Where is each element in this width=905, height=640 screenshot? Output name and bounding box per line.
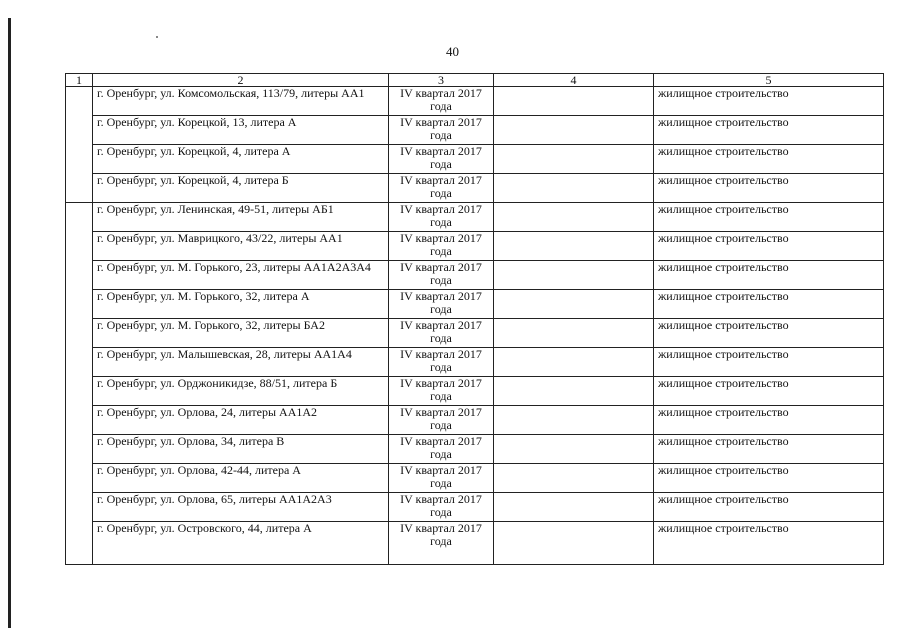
table-row bbox=[66, 116, 884, 145]
address-cell: г. Оренбург, ул. Корецкой, 4, литера А bbox=[93, 145, 389, 174]
purpose-cell: жилищное строительство bbox=[654, 435, 884, 464]
column4-cell bbox=[494, 406, 654, 435]
table-row bbox=[66, 87, 884, 116]
column4-cell bbox=[494, 145, 654, 174]
table-row bbox=[66, 319, 884, 348]
purpose-cell: жилищное строительство bbox=[654, 348, 884, 377]
table-row bbox=[66, 145, 884, 174]
period-cell: IV квартал 2017 года bbox=[389, 435, 494, 464]
address-cell: г. Оренбург, ул. М. Горького, 32, литеры БА2 bbox=[93, 319, 389, 348]
address-cell: г. Оренбург, ул. М. Горького, 32, литера А bbox=[93, 290, 389, 319]
table-row bbox=[66, 174, 884, 203]
period-cell: IV квартал 2017 года bbox=[389, 464, 494, 493]
period-cell: IV квартал 2017 года bbox=[389, 145, 494, 174]
column-number-row bbox=[66, 74, 884, 87]
purpose-cell: жилищное строительство bbox=[654, 87, 884, 116]
column4-cell bbox=[494, 493, 654, 522]
purpose-cell: жилищное строительство bbox=[654, 203, 884, 232]
table-row bbox=[66, 232, 884, 261]
period-cell: IV квартал 2017 года bbox=[389, 493, 494, 522]
column4-cell bbox=[494, 174, 654, 203]
purpose-cell: жилищное строительство bbox=[654, 377, 884, 406]
address-cell: г. Оренбург, ул. Ленинская, 49-51, литеры АБ1 bbox=[93, 203, 389, 232]
column4-cell bbox=[494, 290, 654, 319]
table-row bbox=[66, 406, 884, 435]
column4-cell bbox=[494, 348, 654, 377]
period-cell: IV квартал 2017 года bbox=[389, 261, 494, 290]
column4-cell bbox=[494, 203, 654, 232]
scan-margin-bar bbox=[8, 18, 11, 628]
column4-cell bbox=[494, 261, 654, 290]
period-cell: IV квартал 2017 года bbox=[389, 174, 494, 203]
column4-cell bbox=[494, 377, 654, 406]
period-cell: IV квартал 2017 года bbox=[389, 116, 494, 145]
address-cell: г. Оренбург, ул. Орлова, 65, литеры АА1А2А3 bbox=[93, 493, 389, 522]
purpose-cell: жилищное строительство bbox=[654, 290, 884, 319]
purpose-cell: жилищное строительство bbox=[654, 464, 884, 493]
column-number: 2 bbox=[93, 74, 389, 87]
address-cell: г. Оренбург, ул. М. Горького, 23, литеры АА1А2А3А4 bbox=[93, 261, 389, 290]
column4-cell bbox=[494, 116, 654, 145]
purpose-cell: жилищное строительство bbox=[654, 145, 884, 174]
column4-cell bbox=[494, 435, 654, 464]
table-row bbox=[66, 348, 884, 377]
scan-speck bbox=[156, 36, 158, 38]
period-cell: IV квартал 2017 года bbox=[389, 319, 494, 348]
table-row bbox=[66, 261, 884, 290]
address-cell: г. Оренбург, ул. Корецкой, 13, литера А bbox=[93, 116, 389, 145]
purpose-cell: жилищное строительство bbox=[654, 522, 884, 565]
period-cell: IV квартал 2017 года bbox=[389, 522, 494, 565]
purpose-cell: жилищное строительство bbox=[654, 319, 884, 348]
address-cell: г. Оренбург, ул. Маврицкого, 43/22, литеры АА1 bbox=[93, 232, 389, 261]
purpose-cell: жилищное строительство bbox=[654, 232, 884, 261]
address-cell: г. Оренбург, ул. Корецкой, 4, литера Б bbox=[93, 174, 389, 203]
address-cell: г. Оренбург, ул. Орджоникидзе, 88/51, литера Б bbox=[93, 377, 389, 406]
table-row bbox=[66, 493, 884, 522]
table-row bbox=[66, 522, 884, 565]
column4-cell bbox=[494, 319, 654, 348]
table-row bbox=[66, 377, 884, 406]
table-row bbox=[66, 203, 884, 232]
column4-cell bbox=[494, 522, 654, 565]
period-cell: IV квартал 2017 года bbox=[389, 232, 494, 261]
period-cell: IV квартал 2017 года bbox=[389, 290, 494, 319]
address-cell: г. Оренбург, ул. Комсомольская, 113/79, литеры АА1 bbox=[93, 87, 389, 116]
page-number: 40 bbox=[446, 44, 459, 59]
period-cell: IV квартал 2017 года bbox=[389, 348, 494, 377]
address-cell: г. Оренбург, ул. Малышевская, 28, литеры АА1А4 bbox=[93, 348, 389, 377]
table-body bbox=[66, 87, 884, 565]
column4-cell bbox=[494, 232, 654, 261]
address-cell: г. Оренбург, ул. Орлова, 24, литеры АА1А2 bbox=[93, 406, 389, 435]
table-row bbox=[66, 290, 884, 319]
purpose-cell: жилищное строительство bbox=[654, 174, 884, 203]
address-cell: г. Оренбург, ул. Орлова, 34, литера В bbox=[93, 435, 389, 464]
column-number: 4 bbox=[494, 74, 654, 87]
column-number: 3 bbox=[389, 74, 494, 87]
purpose-cell: жилищное строительство bbox=[654, 493, 884, 522]
column4-cell bbox=[494, 87, 654, 116]
row-group-number-cell bbox=[66, 87, 93, 203]
address-cell: г. Оренбург, ул. Орлова, 42-44, литера А bbox=[93, 464, 389, 493]
period-cell: IV квартал 2017 года bbox=[389, 406, 494, 435]
period-cell: IV квартал 2017 года bbox=[389, 377, 494, 406]
table-row bbox=[66, 464, 884, 493]
address-cell: г. Оренбург, ул. Островского, 44, литера А bbox=[93, 522, 389, 565]
table-row bbox=[66, 435, 884, 464]
purpose-cell: жилищное строительство bbox=[654, 116, 884, 145]
document-table bbox=[65, 73, 884, 565]
purpose-cell: жилищное строительство bbox=[654, 261, 884, 290]
row-group-number-cell bbox=[66, 203, 93, 565]
period-cell: IV квартал 2017 года bbox=[389, 87, 494, 116]
period-cell: IV квартал 2017 года bbox=[389, 203, 494, 232]
column-number: 1 bbox=[66, 74, 93, 87]
column-number: 5 bbox=[654, 74, 884, 87]
purpose-cell: жилищное строительство bbox=[654, 406, 884, 435]
column4-cell bbox=[494, 464, 654, 493]
